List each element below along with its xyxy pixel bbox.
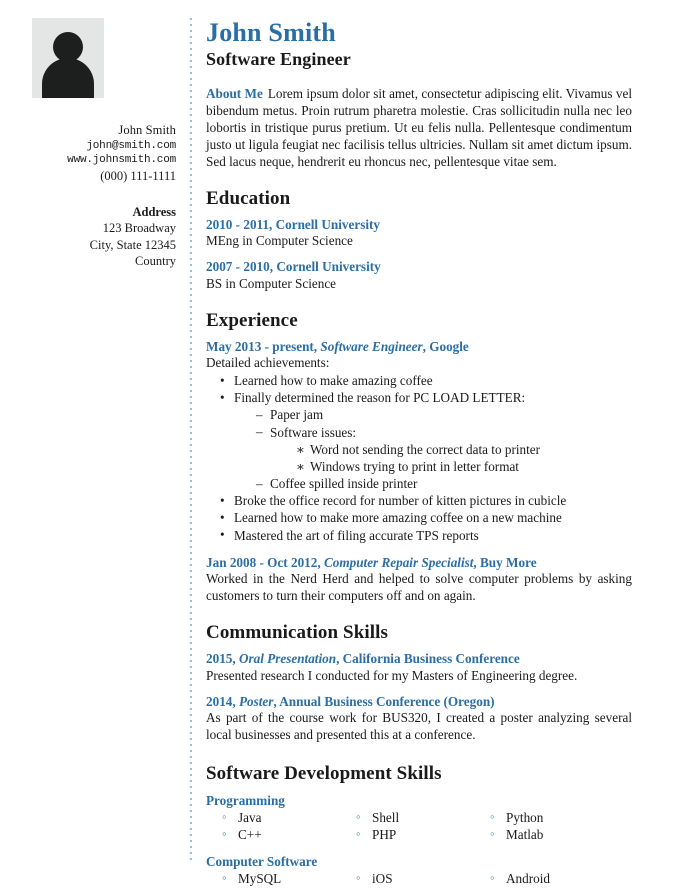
sidebar [0,18,176,270]
communication-description: Presented research I conducted for my Masters of Engineering degree. [206,667,578,683]
section-title-software-development-skills: Software Development Skills [206,763,442,785]
list-item [256,424,632,475]
address-line-street: 123 Broadway [102,221,176,236]
communication-venue: , Annual Business Conference (Oregon) [273,693,495,709]
skill-group-label: Computer Software [206,853,318,869]
experience-role: Software Engineer [320,338,423,354]
vertical-dotted-divider [190,18,192,863]
experience-intro: Detailed achievements: [206,355,330,371]
communication-entry [206,651,632,685]
experience-date: May 2013 - present, [206,338,321,354]
communication-description: As part of the course work for BUS320, I created a poster analyzing several local businesses and presented this at a conference. [206,710,632,743]
list-item: ∗ Windows trying to print in letter format [296,458,632,475]
list-item: – Paper jam [256,406,632,423]
skill-item: ◦ Matlab [490,827,630,844]
education-entry [206,217,632,251]
skill-row [206,810,632,827]
contact-phone: (000) 111-1111 [100,168,176,183]
skill-row [206,827,632,844]
education-entry-degree: BS in Computer Science [206,275,337,291]
communication-entry-head [206,651,632,668]
skill-group-label: Programming [206,793,285,809]
achievement-list [220,372,632,544]
skill-item: ◦ Python [490,810,630,827]
education-entry-head: 2007 - 2010, Cornell University [206,259,381,275]
skill-item: ◦ C++ [222,827,356,844]
experience-entry-head [206,339,632,356]
about-paragraph [206,85,632,171]
communication-entry-head [206,694,632,711]
avatar [32,18,104,98]
contact-block [0,122,176,185]
skill-row [206,871,632,888]
contact-website[interactable]: www.johnsmith.com [67,154,176,167]
skill-item: ◦ Shell [356,810,490,827]
skill-item: ◦ Android [490,871,630,888]
list-item-label: Finally determined the reason for PC LOAD LETTER: [234,390,526,406]
list-item: • Broke the office record for number of kitten pictures in cubicle [220,492,632,509]
address-line-city: City, State 12345 [89,237,176,252]
list-item: • Learned how to make amazing coffee [220,372,632,389]
about-label: About Me [206,85,263,101]
experience-entry [206,339,632,544]
skill-group-programming [206,792,632,844]
communication-kind: Poster [238,693,274,709]
communication-entry [206,694,632,744]
skill-item: ◦ PHP [356,827,490,844]
education-entry-head: 2010 - 2011, Cornell University [206,216,380,232]
address-line-country: Country [135,254,176,269]
communication-year: 2014, [206,693,239,709]
section-title-education: Education [206,187,291,209]
education-entry [206,259,632,293]
list-item: • Learned how to make more amazing coffee on a new machine [220,509,632,526]
skill-rows [206,871,632,888]
experience-entry [206,555,632,605]
skill-group-computer-software [206,853,632,888]
communication-venue: , California Business Conference [336,651,520,667]
section-title-communication-skills: Communication Skills [206,622,389,644]
experience-company: , Google [422,338,469,354]
skill-item: ◦ iOS [356,871,490,888]
education-entry-degree: MEng in Computer Science [206,233,353,249]
avatar-body-shape [42,58,94,98]
list-item: ∗ Word not sending the correct data to printer [296,441,632,458]
skill-item: ◦ Java [222,810,356,827]
address-block [0,204,176,271]
address-label: Address [132,204,176,219]
list-item [220,389,632,492]
communication-year: 2015, [206,651,239,667]
list-item: – Coffee spilled inside printer [256,475,632,492]
achievement-sublist [256,406,632,492]
experience-date: Jan 2008 - Oct 2012, [206,554,324,570]
section-title-experience: Experience [206,309,298,331]
contact-email[interactable]: john@smith.com [86,139,176,152]
experience-company: , Buy More [473,554,537,570]
list-item-label: Software issues: [270,424,357,440]
contact-name: John Smith [118,123,176,137]
main-column [206,18,632,895]
experience-role: Computer Repair Specialist [323,554,474,570]
skill-item: ◦ MySQL [222,871,356,888]
about-text: Lorem ipsum dolor sit amet, consectetur adipiscing elit. Vivamus vel bibendum metus. Proin rutrum pharetra molestie. Cras sollicitudin nulla nec leo lobortis in tristique purus pretium. Ut eu felis nulla. Pellentesque condimentum justo ut ligula feugiat nec facilisis tellus ultricies. Nullam sit amet dictum ipsum. Sed lacus neque, hendrerit eu rhoncus nec, pellentesque vitae sem. [206,85,632,170]
communication-kind: Oral Presentation [238,651,337,667]
cv-name: John Smith [206,18,336,47]
achievement-subsublist [296,441,632,475]
list-item: • Mastered the art of filing accurate TPS reports [220,527,632,544]
skill-rows [206,810,632,844]
experience-entry-head [206,555,632,572]
cv-job-title: Software Engineer [206,49,351,70]
experience-description: Worked in the Nerd Herd and helped to solve computer problems by asking customers to turn their computers off and on again. [206,571,632,604]
